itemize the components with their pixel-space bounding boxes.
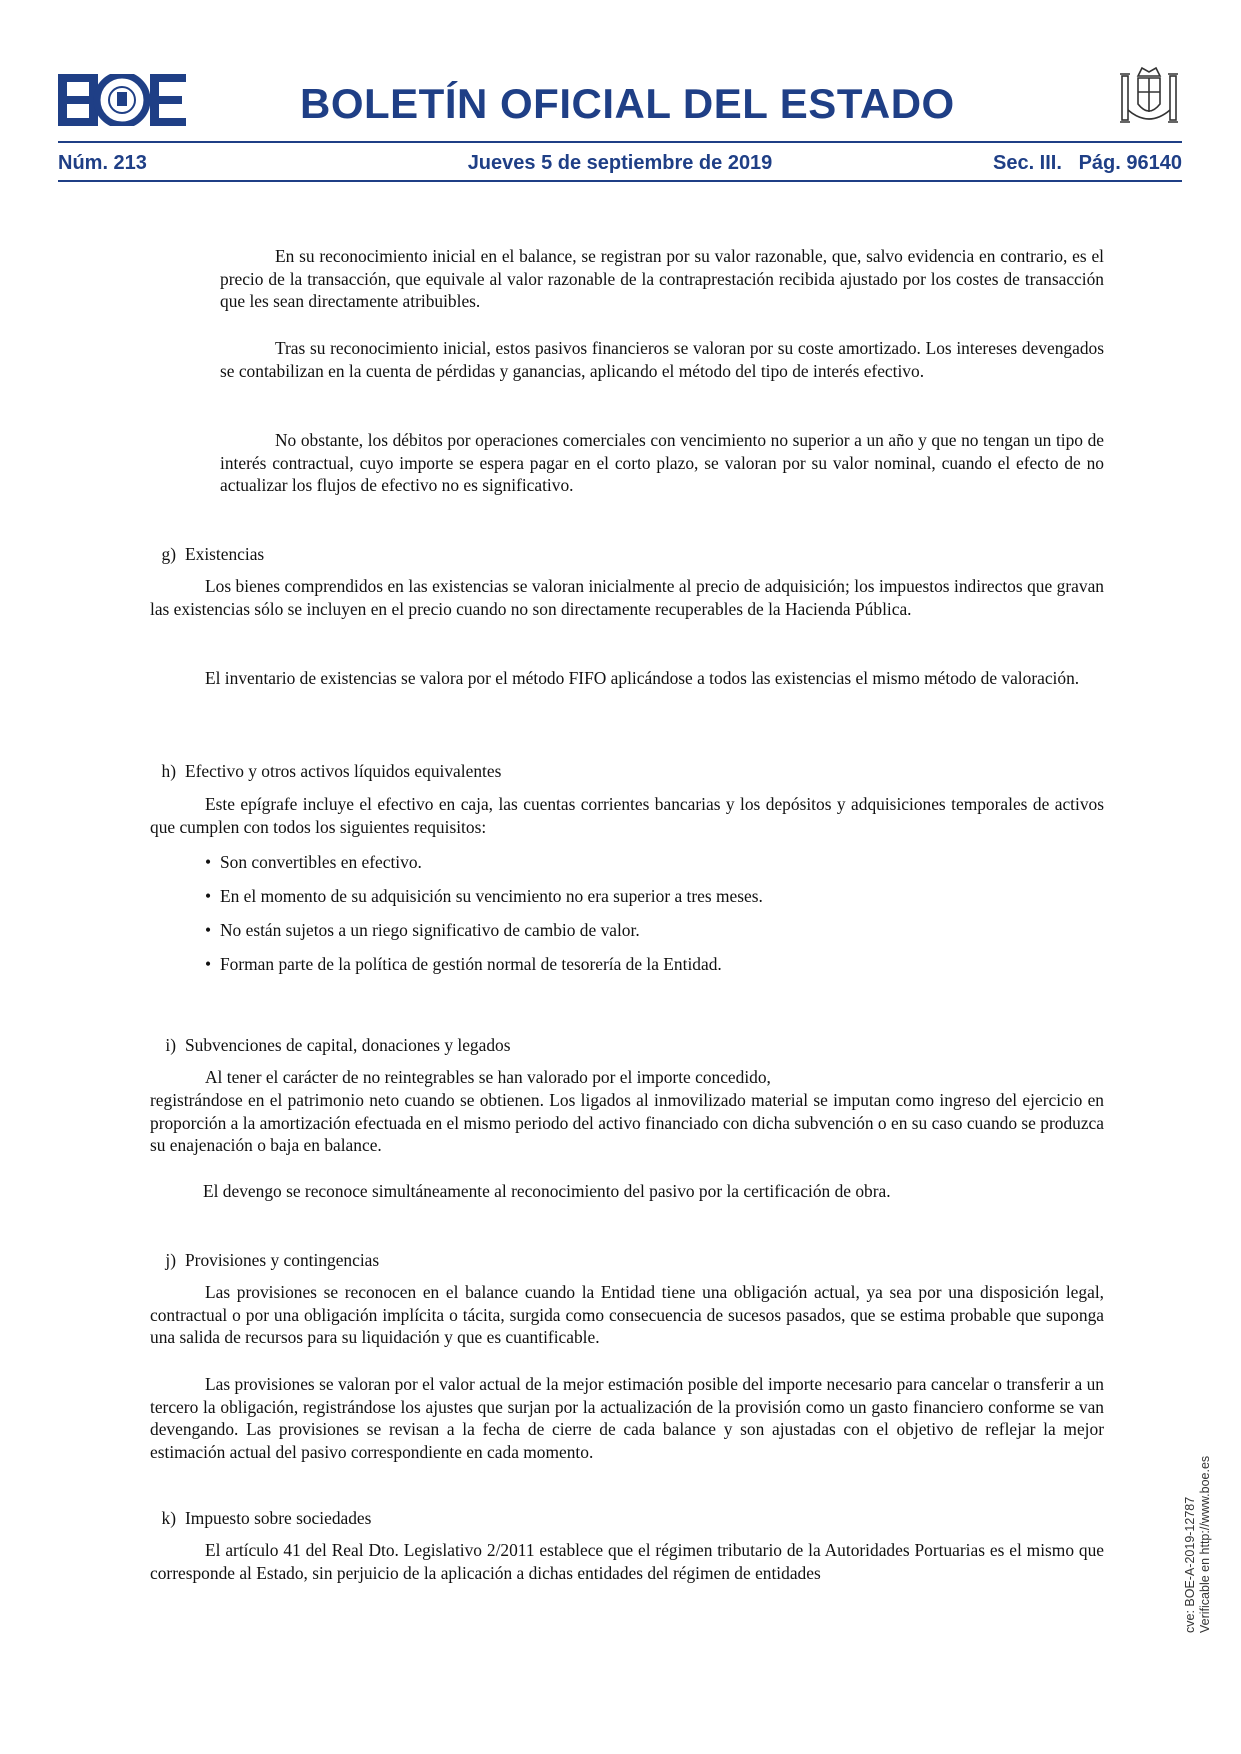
section-title: Subvenciones de capital, donaciones y legados: [185, 1035, 511, 1055]
section-letter: i): [165, 1035, 176, 1055]
bullet-icon: •: [205, 920, 212, 940]
header-rule-top: [58, 141, 1182, 143]
paragraph: Este epígrafe incluye el efectivo en caja, las cuentas corrientes bancarias y los depósitos y adquisiciones temporales de activos que cumplen con todos los siguientes requisitos:: [150, 794, 1104, 837]
cve-code: cve: BOE-A-2019-12787: [1183, 1496, 1197, 1633]
paragraph: El inventario de existencias se valora por el método FIFO aplicándose a todos las existencias el mismo método de valoración.: [205, 668, 1080, 688]
bullet-icon: •: [205, 852, 212, 872]
paragraph: Tras su reconocimiento inicial, estos pasivos financieros se valoran por su coste amortizado. Los intereses devengados se contabilizan en la cuenta de pérdidas y ganancias, aplicando el método del tipo de interés efectivo.: [220, 338, 1104, 381]
section-title: Existencias: [185, 544, 265, 564]
section-letter: g): [161, 544, 176, 564]
section-heading-i: [150, 1034, 511, 1057]
section-title: Efectivo y otros activos líquidos equivalentes: [185, 761, 502, 781]
list-item: • Son convertibles en efectivo.: [205, 852, 422, 872]
paragraph: Las provisiones se valoran por el valor actual de la mejor estimación posible del importe necesario para cancelar o transferir a un tercero la obligación, registrándose los ajustes que surjan por la actualización de la provisión como un gasto financiero conforme se van devengando. Las provisiones se revisan a la fecha de cierre de cada balance y son ajustadas con el objetivo de reflejar la mejor estimación actual del pasivo correspondiente en cada momento.: [150, 1374, 1104, 1462]
bullet-icon: •: [205, 886, 212, 906]
section-letter: h): [161, 761, 176, 781]
issue-number: Núm. 213: [58, 152, 147, 174]
paragraph: No obstante, los débitos por operaciones comerciales con vencimiento no superior a un año y que no tengan un tipo de interés contractual, cuyo importe se espera pagar en el corto plazo, se valoran por su valor nominal, cuando el efecto de no actualizar los flujos de efectivo no es significativo.: [220, 430, 1104, 495]
section-title: Provisiones y contingencias: [185, 1250, 380, 1270]
section-page: Sec. III. Pág. 96140: [992, 152, 1182, 174]
section-heading-k: [150, 1507, 371, 1530]
header-rule-bottom: [58, 180, 1182, 182]
section-letter: j): [165, 1250, 176, 1270]
gazette-title: BOLETÍN OFICIAL DEL ESTADO: [300, 80, 955, 127]
paragraph: El devengo se reconoce simultáneamente al reconocimiento del pasivo por la certificación de obra.: [203, 1181, 891, 1201]
paragraph: Los bienes comprendidos en las existencias se valoran inicialmente al precio de adquisición; los impuestos indirectos que gravan las existencias sólo se incluyen en el precio cuando no son directamente recuperables de la Hacienda Pública.: [150, 576, 1104, 619]
section-title: Impuesto sobre sociedades: [185, 1508, 372, 1528]
coat-of-arms-icon: [1116, 62, 1182, 132]
section-heading-h: [150, 760, 501, 783]
verification-link[interactable]: Verificable en http://www.boe.es: [1198, 1455, 1212, 1633]
paragraph: registrándose en el patrimonio neto cuando se obtienen. Los ligados al inmovilizado material se imputan como ingreso del ejercicio en proporción a la amortización efectuada en el mismo periodo del activo financiado con dicha subvención o en su caso cuando se produzca su enajenación o baja en balance.: [150, 1090, 1104, 1155]
list-item: • Forman parte de la política de gestión normal de tesorería de la Entidad.: [205, 954, 722, 974]
paragraph: En su reconocimiento inicial en el balance, se registran por su valor razonable, que, salvo evidencia en contrario, es el precio de la transacción, que equivale al valor razonable de la contraprestación recibida ajustado por los costes de transacción que les sean directamente atribuibles.: [220, 246, 1104, 311]
list-item: • No están sujetos a un riego significativo de cambio de valor.: [205, 920, 640, 940]
paragraph: Las provisiones se reconocen en el balance cuando la Entidad tiene una obligación actual, ya sea por una disposición legal, contractual o por una obligación implícita o tácita, surgida como consecuencia de sucesos pasados, que se estima probable que suponga una salida de recursos para su liquidación y que es cuantificable.: [150, 1282, 1104, 1347]
section-heading-g: [150, 543, 264, 566]
boe-logo: [58, 74, 186, 126]
verification-note: [1183, 1456, 1213, 1633]
issue-date: Jueves 5 de septiembre de 2019: [467, 152, 773, 174]
section-letter: k): [161, 1508, 176, 1528]
section-heading-j: [150, 1249, 379, 1272]
bullet-icon: •: [205, 954, 212, 974]
paragraph: El artículo 41 del Real Dto. Legislativo 2/2011 establece que el régimen tributario de la Autoridades Portuarias es el mismo que corresponde al Estado, sin perjuicio de la aplicación a dichas entidades del régimen de entidades: [150, 1540, 1104, 1583]
paragraph-first-line: Al tener el carácter de no reintegrables se han valorado por el importe concedido,: [205, 1067, 771, 1087]
list-item: • En el momento de su adquisición su vencimiento no era superior a tres meses.: [205, 886, 763, 906]
